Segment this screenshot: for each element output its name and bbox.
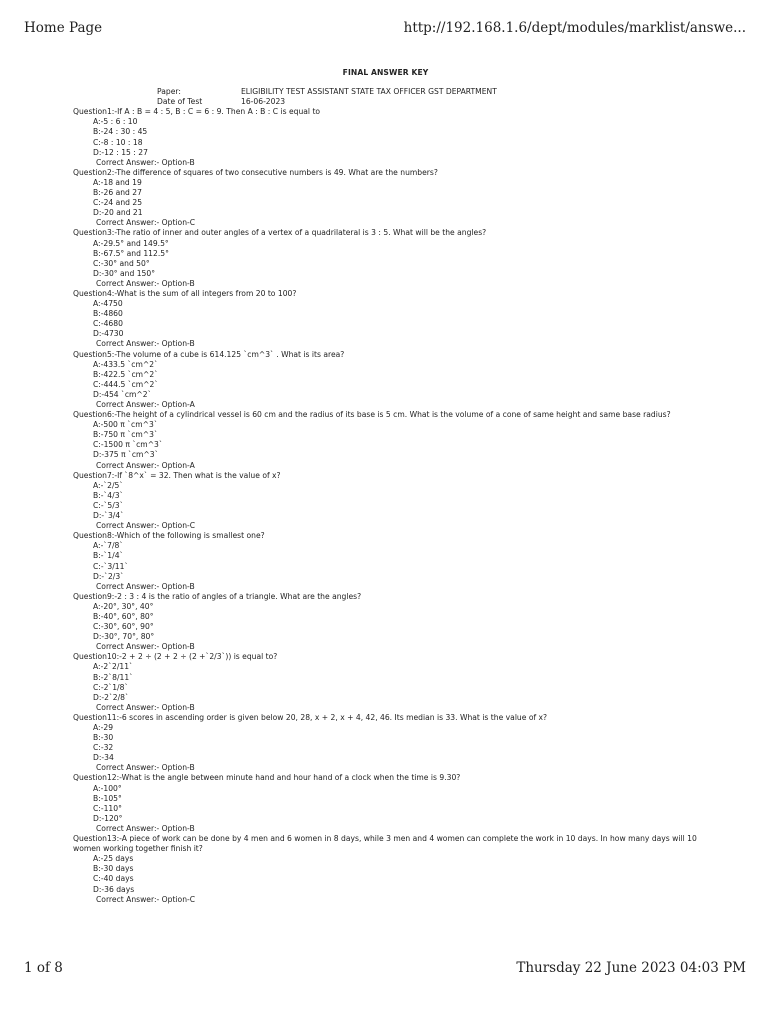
answer-option: A:-20°, 30°, 40° [93,601,154,611]
answer-option: A:-2`2/11` [93,662,133,672]
answer-option: B:-30 [93,733,114,743]
answer-option: B:-2`8/11` [93,672,133,682]
question-block [73,834,698,905]
date-row [73,97,698,107]
question-text: Question5:-The volume of a cube is 614.125 `cm^3` . What is its area? [73,349,345,359]
print-timestamp: Thursday 22 June 2023 04:03 PM [516,960,746,976]
answer-option: D:-20 and 21 [93,208,143,218]
answer-option: B:-4860 [93,309,123,319]
question-text: Question12:-What is the angle between minute hand and hour hand of a clock when the time is 9.30? [73,773,461,783]
browser-header-title: Home Page [24,20,103,36]
answer-option: C:-24 and 25 [93,198,143,208]
correct-answer: Correct Answer:- Option-A [96,400,195,409]
correct-answer: Correct Answer:- Option-B [96,157,195,167]
answer-option: B:-`4/3` [93,490,124,500]
document-title: FINAL ANSWER KEY [342,68,429,77]
question-block [73,168,698,229]
answer-option: C:-110° [93,803,122,813]
paper-label: Paper: [157,87,181,97]
paper-row [73,87,698,97]
answer-option: A:-`7/8` [93,541,124,551]
answer-key-document [73,68,698,905]
answer-option: A:-29.5° and 149.5° [93,238,169,248]
answer-option: B:-30 days [93,864,134,874]
question-text: Question9:-2 : 3 : 4 is the ratio of angles of a triangle. What are the angles? [73,591,362,601]
answer-option: C:-444.5 `cm^2` [93,379,159,389]
answer-option: C:-`3/11` [93,561,129,571]
correct-answer: Correct Answer:- Option-B [96,702,195,712]
answer-option: C:-`5/3` [93,500,124,510]
question-block [73,713,698,774]
correct-answer: Correct Answer:- Option-B [96,642,195,652]
answer-option: C:-8 : 10 : 18 [93,137,143,147]
correct-answer: Correct Answer:- Option-B [96,581,195,591]
correct-answer: Correct Answer:- Option-C [96,521,196,531]
question-text: Question4:-What is the sum of all integers from 20 to 100? [73,288,297,298]
correct-answer: Correct Answer:- Option-A [96,460,195,470]
answer-option: B:-67.5° and 112.5° [93,248,169,258]
answer-option: B:-24 : 30 : 45 [93,127,148,137]
question-block [73,350,698,411]
answer-option: A:-433.5 `cm^2` [93,359,158,369]
answer-option: D:-120° [93,813,123,823]
question-block [73,471,698,532]
date-label: Date of Test [157,97,203,107]
answer-option: B:-`1/4` [93,551,124,561]
question-text: Question10:-2 + 2 ÷ (2 + 2 ÷ (2 +`2/3`)) is equal to? [73,652,278,662]
paper-value: ELIGIBILITY TEST ASSISTANT STATE TAX OFFICER GST DEPARTMENT [241,87,497,97]
question-text: Question8:-Which of the following is smallest one? [73,531,265,541]
answer-option: C:-40 days [93,874,134,884]
correct-answer: Correct Answer:- Option-B [96,339,195,349]
correct-answer: Correct Answer:- Option-C [96,218,196,228]
answer-option: B:-750 π `cm^3` [93,430,158,440]
answer-option: B:-26 and 27 [93,188,142,198]
question-text: Question3:-The ratio of inner and outer angles of a vertex of a quadrilateral is 3 : 5. What will be the angles? [73,228,487,238]
answer-option: B:-40°, 60°, 80° [93,611,154,621]
answer-option: A:-4750 [93,299,123,309]
answer-option: D:-34 [93,753,114,763]
answer-option: D:-`3/4` [93,511,124,521]
correct-answer: Correct Answer:- Option-B [96,278,195,288]
answer-option: A:-18 and 19 [93,177,142,187]
page-number: 1 of 8 [24,960,63,976]
question-block [73,773,698,834]
question-text: Question6:-The height of a cylindrical vessel is 60 cm and the radius of its base is 5 cm. What is the volume of a cone of same height and same base radius? [73,410,671,420]
question-text: Question2:-The difference of squares of two consecutive numbers is 49. What are the numbers? [73,167,438,177]
answer-option: C:-32 [93,743,114,753]
answer-option: D:-`2/3` [93,571,124,581]
answer-option: D:-36 days [93,884,135,894]
question-text: Question13:-A piece of work can be done by 4 men and 6 women in 8 days, while 3 men and 4 women can complete the work in 10 days. In how many days will 10 women working together finish it? [73,834,697,854]
answer-option: C:-2`1/8` [93,682,129,692]
answer-option: D:-2`2/8` [93,692,129,702]
answer-option: D:-30° and 150° [93,268,156,278]
date-value: 16-06-2023 [241,97,286,107]
question-text: Question7:-If `8^x` = 32. Then what is the value of x? [73,470,281,480]
answer-option: A:-100° [93,783,122,793]
question-block [73,107,698,168]
answer-option: D:-30°, 70°, 80° [93,632,155,642]
answer-option: C:-30°, 60°, 90° [93,622,154,632]
question-text: Question1:-If A : B = 4 : 5, B : C = 6 : 9. Then A : B : C is equal to [73,107,321,117]
answer-option: D:-12 : 15 : 27 [93,147,148,157]
question-text: Question11:-6 scores in ascending order is given below 20, 28, x + 2, x + 4, 42, 46. Its median is 33. What is the value of x? [73,712,548,722]
answer-option: B:-422.5 `cm^2` [93,369,159,379]
answer-option: A:-25 days [93,854,134,864]
question-block [73,592,698,653]
answer-option: D:-4730 [93,329,124,339]
question-block [73,531,698,592]
answer-option: A:-`2/5` [93,480,124,490]
answer-option: C:-30° and 50° [93,258,150,268]
question-block [73,410,698,471]
question-block [73,228,698,289]
answer-option: C:-4680 [93,319,123,329]
question-block [73,289,698,350]
question-list [73,107,698,904]
answer-option: C:-1500 π `cm^3` [93,440,163,450]
answer-option: A:-5 : 6 : 10 [93,117,138,127]
correct-answer: Correct Answer:- Option-C [96,894,196,904]
correct-answer: Correct Answer:- Option-B [96,823,195,833]
question-block [73,652,698,713]
correct-answer: Correct Answer:- Option-B [96,763,195,773]
answer-option: D:-454 `cm^2` [93,389,152,399]
browser-header-url: http://192.168.1.6/dept/modules/marklist/answe... [403,20,746,36]
answer-option: A:-29 [93,723,114,732]
answer-option: B:-105° [93,793,122,803]
answer-option: D:-375 π `cm^3` [93,450,159,460]
answer-option: A:-500 π `cm^3` [93,420,158,430]
